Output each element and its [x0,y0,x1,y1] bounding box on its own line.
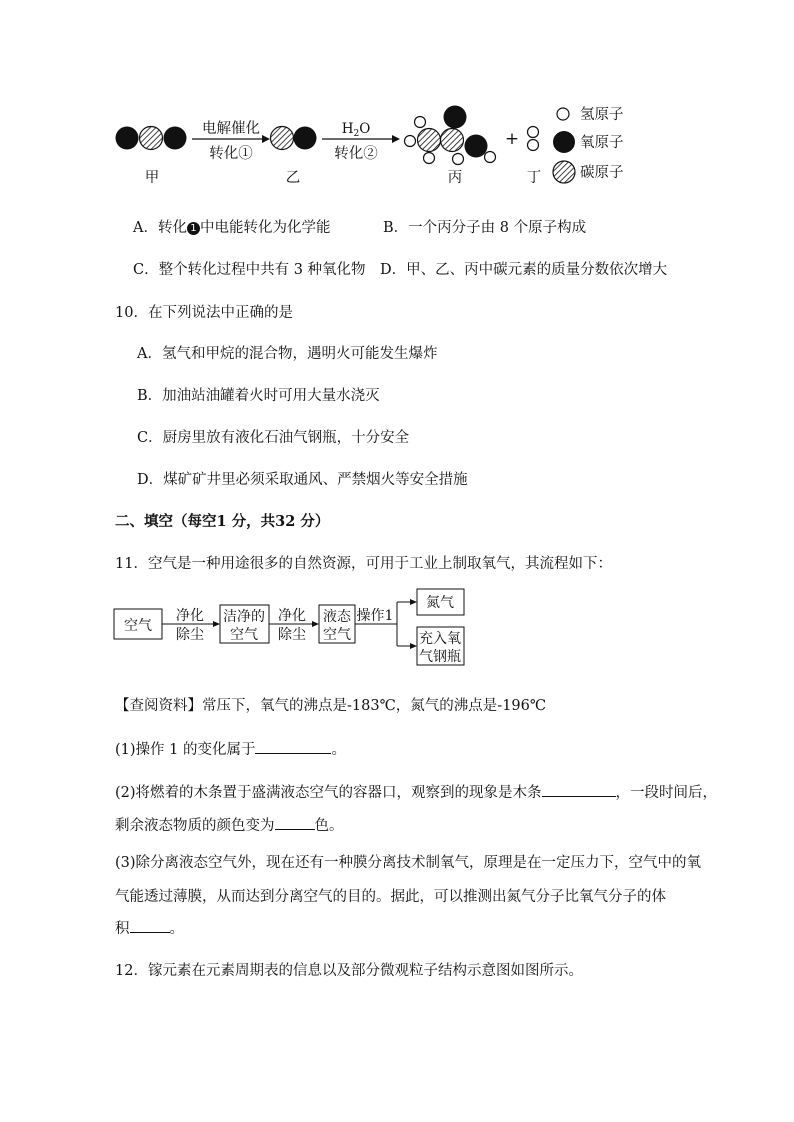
box-air-label: 空气 [124,618,152,634]
arrow-2-bottom-label: 除尘 [278,627,306,643]
q11-info: 【查阅资料】常压下，氧气的沸点是-183℃，氮气的沸点是-196℃ [115,698,547,714]
q10-option-a: A．氢气和甲烷的混合物，遇明火可能发生爆炸 [137,346,438,362]
answer-blank[interactable] [255,739,331,754]
box-clean-air-line2: 空气 [230,627,258,643]
branch-bottom-head [410,643,417,649]
branch-top-head [410,599,417,605]
q9-option-b: B．一个丙分子由 8 个原子构成 [383,220,587,236]
legend-oxygen-label: 氧原子 [580,135,624,151]
q11-part3-line2: 气能透过薄膜，从而达到分离空气的目的。据此，可以推测出氮气分子比氧气分子的体 [115,889,666,905]
arrow-2-bottom-label: 转化② [334,146,378,162]
oxygen-atom [294,127,317,150]
oxygen-atom [164,127,187,150]
carbon-atom [140,127,163,150]
q12-stem: 12．镓元素在元素周期表的信息以及部分微观粒子结构示意图如图所示。 [115,963,583,979]
q9-option-d: D．甲、乙、丙中碳元素的质量分数依次增大 [380,262,668,278]
q10-option-d: D．煤矿矿井里必须采取通风、严禁烟火等安全措施 [137,472,468,488]
label-bing: 丙 [447,170,463,186]
arrow-2-top-label: 净化 [278,608,306,624]
box-oxygen-cylinder-line1: 充入氧 [419,631,461,647]
section-heading: 二、填空（每空1 分，共32 分） [115,513,330,530]
carbon-atom [418,129,441,152]
q10-option-b: B．加油站油罐着火时可用大量水浇灭 [137,388,380,404]
arrow-1-bottom-label: 除尘 [176,627,204,643]
operation-label: 操作1 [356,608,394,624]
q11-part3-line3: 积 。 [115,917,184,938]
label-jia: 甲 [144,170,160,186]
answer-blank[interactable] [130,918,170,933]
label-yi: 乙 [285,170,301,186]
arrow-1-top-label: 电解催化 [202,121,260,137]
molecule-ding [528,127,539,151]
q9-option-c: C．整个转化过程中共有 3 种氧化物 [133,262,366,278]
legend-oxygen-symbol [553,131,575,153]
legend-hydrogen-label: 氢原子 [580,107,624,123]
box-liquid-air-line2: 空气 [323,627,351,643]
q11-stem: 11．空气是一种用途很多的自然资源，可用于工业上制取氧气，其流程如下： [115,556,612,572]
q9-option-a: A．转化 1 中电能转化为化学能 [133,220,331,236]
hydrogen-atom [485,152,496,163]
molecule-jia [116,127,187,150]
legend-hydrogen-symbol [557,108,569,120]
hydrogen-atom [424,153,435,164]
q10-stem: 10．在下列说法中正确的是 [115,305,293,321]
label-ding: 丁 [526,170,542,186]
q11-part2-line2: 剩余液态物质的颜色变为 色。 [115,814,344,835]
answer-blank[interactable] [542,782,616,797]
carbon-atom [271,127,294,150]
arrow-2-head [312,621,319,627]
oxygen-atom [444,106,467,129]
box-oxygen-cylinder-line2: 气钢瓶 [419,649,461,665]
hydrogen-atom [415,117,426,128]
arrow-2-head [392,135,400,143]
box-liquid-air-line1: 液态 [323,609,351,625]
arrow-1-top-label: 净化 [176,608,204,624]
oxygen-atom [465,135,488,158]
circled-number-icon: 1 [187,222,200,235]
q10-option-c: C．厨房里放有液化石油气钢瓶，十分安全 [137,430,410,446]
box-clean-air-line1: 洁净的 [223,609,265,625]
oxygen-atom [116,127,139,150]
air-separation-flowchart [0,585,794,670]
q11-part3-line1: (3)除分离液态空气外，现在还有一种膜分离技术制氧气，原理是在一定压力下，空气中的氧 [115,855,702,871]
carbon-atom [441,129,464,152]
box-nitrogen-label: 氮气 [426,595,454,611]
answer-blank[interactable] [275,815,315,830]
q11-part2-line1: (2)将燃着的木条置于盛满液态空气的容器口，观察到的现象是木条 ，一段时间后， [115,781,717,802]
hydrogen-atom [528,140,539,151]
legend-carbon-symbol [553,161,575,183]
arrow-1-head [213,621,220,627]
q11-part1: (1)操作 1 的变化属于 。 [115,738,346,759]
plus-sign: + [504,129,520,149]
conversion-diagram [0,0,794,200]
arrow-1-bottom-label: 转化① [209,146,253,162]
arrow-1-head [262,135,270,143]
legend-carbon-label: 碳原子 [580,165,624,181]
molecule-bing [405,106,496,165]
arrow-2-top-label: $H_2O$ [341,121,371,139]
hydrogen-atom [405,136,416,147]
hydrogen-atom [528,127,539,138]
hydrogen-atom [453,154,464,165]
molecule-yi [271,127,317,150]
